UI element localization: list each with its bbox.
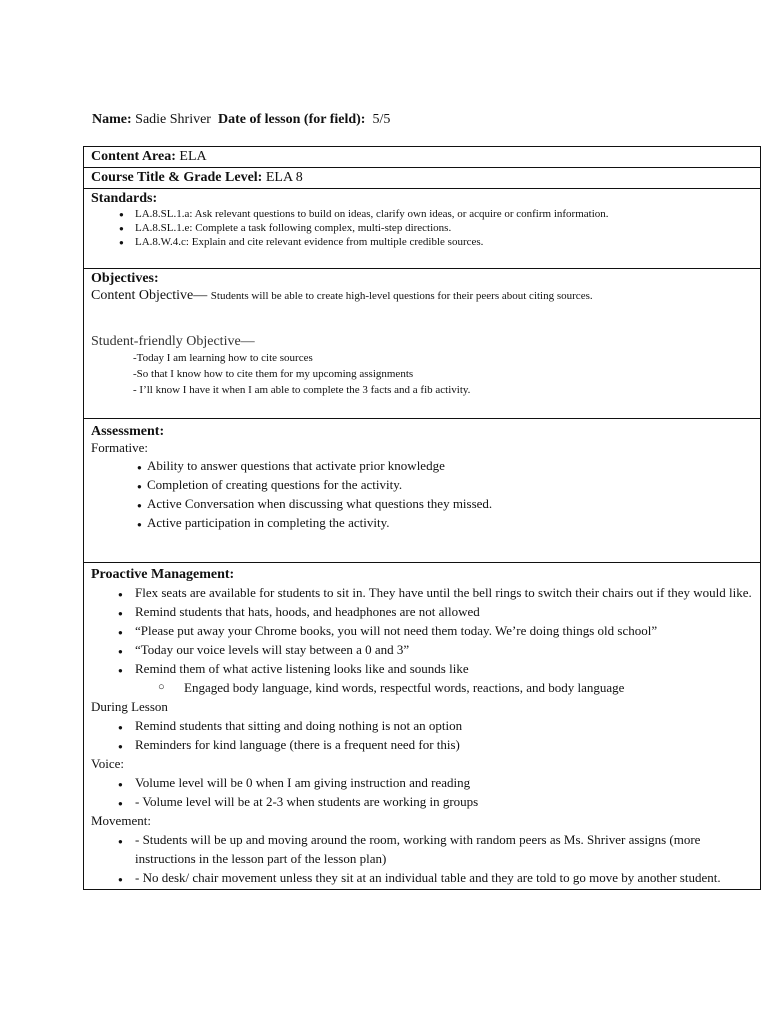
assessment-item: ● Active participation in completing the activity. (91, 513, 753, 532)
management-sub-item: ○ Engaged body language, kind words, respectful words, reactions, and body language (91, 678, 753, 697)
course-value: ELA 8 (265, 170, 303, 185)
student-objective-item: -So that I know how to cite them for my upcoming assignments (133, 368, 414, 380)
content-objective (91, 287, 753, 304)
student-objective-label: Student-friendly Objective— (91, 334, 255, 349)
during-lesson-list (91, 716, 753, 754)
management-list (91, 583, 753, 678)
assessment-label: Assessment: (91, 424, 165, 439)
assessment-row (84, 419, 760, 563)
course-row (84, 168, 760, 189)
voice-list (91, 773, 753, 811)
voice-item: ● Volume level will be 0 when I am giving instruction and reading (91, 773, 753, 792)
content-area-row (84, 147, 760, 168)
standard-item: ● LA.8.SL.1.e: Complete a task following complex, multi-step directions. (91, 221, 753, 235)
management-sub-list (91, 678, 753, 697)
student-objective-item: -Today I am learning how to cite sources (133, 352, 313, 364)
assessment-item: ● Ability to answer questions that activate prior knowledge (91, 456, 753, 475)
standard-item: ● LA.8.SL.1.a: Ask relevant questions to build on ideas, clarify own ideas, or acquire or confirm information. (91, 207, 753, 221)
content-objective-label: Content Objective— (91, 288, 208, 303)
voice-label: Voice: (91, 756, 124, 771)
date-label: Date of lesson (for field): (217, 112, 366, 127)
voice-item: ● - Volume level will be at 2-3 when students are working in groups (91, 792, 753, 811)
objectives-row (84, 269, 760, 419)
name-value: Sadie Shriver (135, 112, 211, 127)
content-area-label: Content Area: (91, 149, 176, 164)
objectives-label: Objectives: (91, 271, 159, 286)
movement-item: ● - No desk/ chair movement unless they sit at an individual table and they are told to go move by another student. (91, 868, 753, 887)
assessment-item: ● Active Conversation when discussing what questions they missed. (91, 494, 753, 513)
management-item: ● Remind students that hats, hoods, and headphones are not allowed (91, 602, 753, 621)
date-value: 5/5 (372, 112, 391, 127)
formative-label: Formative: (91, 440, 149, 455)
assessment-list (91, 456, 753, 532)
during-lesson-item: ● Remind students that sitting and doing nothing is not an option (91, 716, 753, 735)
management-item: ● Flex seats are available for students to sit in. They have until the bell rings to switch their chairs out if they would like. (91, 583, 753, 602)
management-item: ● “Please put away your Chrome books, you will not need them today. We’re doing things old school” (91, 621, 753, 640)
management-row (84, 563, 760, 889)
during-lesson-item: ● Reminders for kind language (there is a frequent need for this) (91, 735, 753, 754)
student-objective-item: - I’ll know I have it when I am able to complete the 3 facts and a fib activity. (133, 384, 471, 396)
management-item: ● Remind them of what active listening looks like and sounds like (91, 659, 753, 678)
during-lesson-label: During Lesson (91, 699, 168, 714)
lesson-plan-table (83, 146, 761, 890)
standards-row (84, 189, 760, 269)
management-label: Proactive Management: (91, 567, 235, 582)
movement-label: Movement: (91, 813, 151, 828)
standard-item: ● LA.8.W.4.c: Explain and cite relevant evidence from multiple credible sources. (91, 235, 753, 249)
movement-list (91, 830, 753, 887)
course-label: Course Title & Grade Level: (91, 170, 263, 185)
management-item: ● “Today our voice levels will stay between a 0 and 3” (91, 640, 753, 659)
student-objective-list (91, 350, 753, 398)
standards-label: Standards: (91, 191, 158, 206)
lesson-header (92, 112, 390, 128)
standards-list (91, 207, 753, 249)
name-label: Name: (92, 112, 132, 127)
content-area-value: ELA (179, 149, 207, 164)
assessment-item: ● Completion of creating questions for the activity. (91, 475, 753, 494)
content-objective-text: Students will be able to create high-level questions for their peers about citing sources. (210, 290, 593, 302)
movement-item: ● - Students will be up and moving around the room, working with random peers as Ms. Shriver assigns (more instructions in the lesson part of the lesson plan) (91, 830, 753, 868)
